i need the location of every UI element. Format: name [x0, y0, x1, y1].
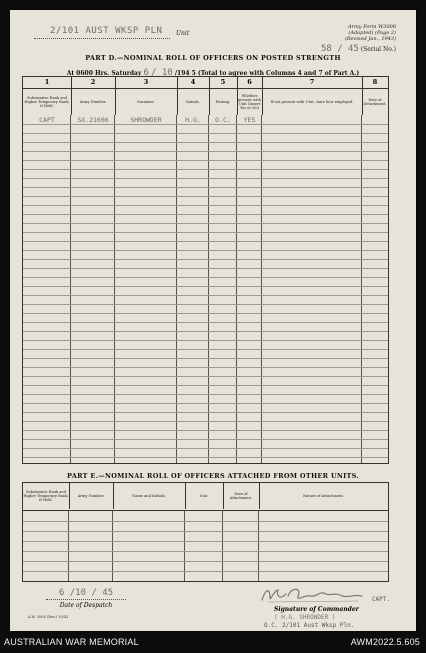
col-header-employed: If not present with Unit, state how employed. — [262, 88, 363, 115]
row-rule — [23, 403, 388, 404]
form-line-2: (Adapted) (Page 2) — [348, 30, 396, 36]
cell-army-number: SX.21606 — [77, 116, 109, 124]
row-rule — [23, 561, 388, 562]
row-rule — [23, 385, 388, 386]
part-d-sub-suffix: (Total to agree with Columns 4 and 7 of Part A.) — [197, 70, 360, 77]
serial-label: (Serial No.) — [360, 46, 396, 53]
despatch-date: 6 /10 / 45 — [58, 588, 114, 598]
e-col-header-army-number: Army Number. — [69, 483, 114, 509]
row-rule — [23, 349, 388, 350]
cell-posting: O.C. — [215, 116, 231, 124]
row-rule — [23, 124, 388, 125]
row-rule — [23, 340, 388, 341]
serial-number — [321, 44, 396, 54]
cell-present: YES — [243, 116, 256, 124]
form-line-3: (Revised Jan., 1943) — [344, 36, 396, 42]
e-col-header-nature: Nature of Attachment. — [303, 493, 344, 498]
row-rule — [23, 331, 388, 332]
row-rule — [23, 430, 388, 431]
col-header-detachment: Date of Detachment. — [362, 88, 388, 115]
row-rule — [23, 223, 388, 224]
part-e-table — [22, 482, 389, 582]
despatch-underline — [46, 599, 126, 600]
part-e-title: PART E.—NOMINAL ROLL OF OFFICERS ATTACHED FROM OTHER UNITS. — [67, 472, 359, 480]
unit-underline — [34, 38, 170, 39]
row-rule — [23, 187, 388, 188]
row-rule — [23, 151, 388, 152]
row-rule — [23, 232, 388, 233]
row-rule — [23, 295, 388, 296]
row-rule — [23, 142, 388, 143]
col-number-1: 1 — [23, 77, 72, 88]
row-rule — [23, 214, 388, 215]
signature-label: Signature of Commander — [274, 606, 359, 613]
part-d-title: PART D.—NOMINAL ROLL OF OFFICERS ON POSTED STRENGTH — [85, 54, 341, 62]
row-rule — [23, 250, 388, 251]
e-col-header-name: Name and Initials. — [113, 483, 186, 509]
caption-left: AUSTRALIAN WAR MEMORIAL — [4, 637, 139, 647]
signature-name: ( H.G. SHROWDER ) — [274, 614, 336, 621]
part-d-year: /194 5 — [174, 70, 196, 77]
col-number-7: 7 — [262, 77, 363, 88]
col-number-8: 8 — [372, 78, 378, 86]
part-d-month: / 10 — [151, 68, 173, 78]
row-rule — [23, 196, 388, 197]
form-footnote: A.W. 3008 (Rev.) 10/43 — [28, 615, 69, 619]
row-rule — [23, 160, 388, 161]
e-col-header-rank: Substantive Rank and Higher Temporary Rank, if Held. — [23, 483, 70, 509]
row-rule — [23, 571, 388, 572]
part-e-rows — [23, 510, 388, 581]
row-rule — [23, 304, 388, 305]
row-rule — [23, 439, 388, 440]
col-header-posting: Posting. — [209, 88, 238, 115]
divider — [176, 115, 177, 463]
row-rule — [23, 394, 388, 395]
divider — [70, 115, 71, 463]
row-rule — [23, 286, 388, 287]
col-header-army-number: Army Number. — [71, 88, 116, 115]
cell-rank: CAPT — [39, 116, 55, 124]
handwritten-signature — [258, 584, 368, 606]
part-d-table — [22, 76, 389, 464]
col-header-rank: Substantive Rank and Higher Temporary Rank, if Held. — [23, 88, 72, 115]
row-rule — [23, 277, 388, 278]
row-rule — [23, 457, 388, 458]
part-d-rows — [23, 115, 388, 463]
row-rule — [23, 358, 388, 359]
row-rule — [23, 551, 388, 552]
divider — [361, 115, 362, 463]
cell-surname: SHROWDER — [130, 116, 162, 124]
signature-unit: O.C. 2/101 Aust Wksp Pln. — [264, 622, 355, 629]
despatch-field — [46, 588, 126, 609]
row-rule — [23, 241, 388, 242]
signature-rank: CAPT. — [371, 596, 390, 603]
caption-right: AWM2022.5.605 — [350, 637, 420, 647]
row-rule — [23, 376, 388, 377]
row-rule — [23, 178, 388, 179]
row-rule — [23, 313, 388, 314]
row-rule — [23, 541, 388, 542]
col-number-6: 6 — [237, 77, 263, 88]
col-header-surname: Surname. — [115, 88, 178, 115]
unit-label: Unit — [176, 30, 190, 37]
divider — [236, 115, 237, 463]
col-number-3: 3 — [115, 77, 178, 88]
divider — [261, 115, 262, 463]
part-d-sub-prefix: At 0600 Hrs. Saturday — [66, 70, 142, 77]
col-number-5: 5 — [209, 77, 238, 88]
e-col-header-unit: Unit. — [185, 483, 224, 509]
row-rule — [23, 268, 388, 269]
row-rule — [23, 169, 388, 170]
row-rule — [23, 421, 388, 422]
row-rule — [23, 367, 388, 368]
signature-block — [254, 584, 394, 632]
unit-value: 2/101 AUST WKSP PLN — [50, 26, 163, 36]
divider — [114, 115, 115, 463]
row-rule — [23, 133, 388, 134]
part-d-day: 6 — [143, 68, 149, 78]
row-rule — [23, 412, 388, 413]
unit-field — [34, 26, 194, 46]
row-rule — [23, 322, 388, 323]
col-header-initials: Initials. — [177, 88, 210, 115]
divider — [208, 115, 209, 463]
col-number-2: 2 — [71, 77, 116, 88]
cell-initials: H.G. — [185, 116, 201, 124]
form-page — [10, 10, 416, 631]
col-number-4: 4 — [177, 77, 210, 88]
row-rule — [23, 448, 388, 449]
despatch-label: Date of Despatch — [59, 602, 113, 609]
row-rule — [23, 205, 388, 206]
e-col-header-attachment-date: Date of Attachment. — [223, 483, 260, 509]
row-rule — [23, 521, 388, 522]
row-rule — [23, 531, 388, 532]
form-reference — [296, 24, 396, 42]
row-rule — [23, 259, 388, 260]
form-line-1: Army Form W3008 — [348, 24, 396, 30]
col-header-present: Whether present with Unit (Insert Yes or No) — [237, 88, 263, 115]
serial-value: 58 / 45 — [320, 44, 359, 54]
